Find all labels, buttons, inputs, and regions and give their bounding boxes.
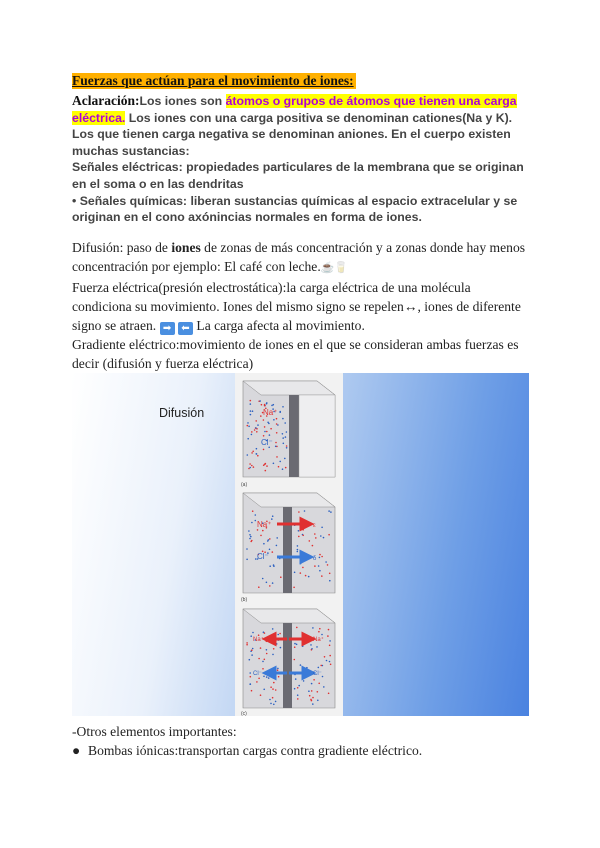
ion-dot (321, 575, 323, 577)
figure-panels (235, 373, 343, 716)
ion-dot (277, 634, 279, 636)
ion-dot (256, 431, 258, 433)
panel-b (241, 493, 335, 603)
ion-dot (318, 667, 320, 669)
ion-dot (268, 539, 270, 541)
ion-dot (250, 410, 252, 412)
definitions-block (72, 238, 532, 373)
ion-dot (308, 576, 310, 578)
ion-dot (282, 468, 284, 470)
ion-dot (276, 423, 278, 425)
bullet-dot: ● (72, 743, 81, 758)
ion-dot (306, 667, 308, 669)
ion-dot (262, 530, 264, 532)
aclaracion-highlight: átomos o grupos de átomos que tienen una carga eléctrica. (72, 94, 517, 125)
ion-dot (256, 448, 258, 450)
ion-dot (260, 694, 262, 696)
ion-dot (252, 648, 254, 650)
ion-dot (276, 456, 278, 458)
ion-dot (284, 458, 286, 460)
ion-dot (246, 548, 248, 550)
ion-dot (276, 432, 278, 434)
ion-dot (279, 461, 281, 463)
ion-dot (251, 434, 253, 436)
senales-electricas: Señales eléctricas: propiedades particulares de la membrana que se originan en el soma o en las dendritas (72, 160, 524, 191)
ion-dot (272, 582, 274, 584)
ion-dot (314, 533, 316, 535)
ion-dot (246, 644, 248, 646)
panel-b-tag: (b) (241, 597, 248, 603)
ion-dot (321, 527, 323, 529)
bombas-text: Bombas iónicas:transportan cargas contra gradiente eléctrico. (88, 743, 423, 758)
ion-dot (294, 572, 296, 574)
ion-dot (251, 649, 253, 651)
ion-dot (310, 644, 312, 646)
ion-dot (254, 429, 256, 431)
panel-c-na-arrow-label: Na⁺ (313, 637, 324, 643)
ion-dot (250, 676, 252, 678)
ion-dot (248, 426, 250, 428)
ion-dot (275, 701, 277, 703)
ion-dot (317, 700, 319, 702)
ion-dot (300, 572, 302, 574)
ion-dot (294, 646, 296, 648)
ion-dot (312, 627, 314, 629)
ion-dot (252, 632, 254, 634)
ion-dot (262, 661, 264, 663)
ion-dot (296, 627, 298, 629)
ion-dot (249, 538, 251, 540)
ion-dot (261, 404, 263, 406)
ion-dot (318, 631, 320, 633)
ion-dot (273, 648, 275, 650)
ion-dot (327, 635, 329, 637)
diffusion-figure (72, 373, 529, 716)
ion-dot (258, 634, 260, 636)
ion-dot (302, 645, 304, 647)
ion-dot (312, 703, 314, 705)
panel-a (241, 381, 335, 488)
arrow-left-icon: ⬅ (178, 322, 193, 335)
panel-b-na-arrow-label: ε (313, 523, 316, 529)
ion-dot (279, 633, 281, 635)
section-title: Fuerzas que actúan para el movimiento de iones: (72, 73, 354, 88)
panel-b-cl: Cl⁻ (257, 552, 269, 561)
panel-b-na: Na⁺ (257, 520, 272, 529)
ion-dot (273, 704, 275, 706)
ion-dot (305, 575, 307, 577)
ion-dot (293, 587, 295, 589)
ion-dot (278, 466, 280, 468)
ion-dot (312, 697, 314, 699)
ion-dot (260, 415, 262, 417)
ion-dot (294, 688, 296, 690)
ion-dot (277, 669, 279, 671)
ion-dot (263, 449, 265, 451)
ion-dot (252, 510, 254, 512)
ion-dot (319, 557, 321, 559)
aclaracion-text2: Los iones con una carga positiva se denominan cationes(Na y K). Los que tienen carga negativa se denominan aniones. En el cuerpo existen muchas sustancias: (72, 110, 513, 158)
arrow-right-icon: ➡ (160, 322, 175, 335)
figure-label: Difusión (159, 406, 205, 420)
ion-dot (264, 431, 266, 433)
ion-dot (264, 426, 266, 428)
ion-dot (258, 658, 260, 660)
ion-dot (329, 580, 331, 582)
ion-dot (314, 565, 316, 567)
ion-dot (311, 690, 313, 692)
ion-dot (279, 411, 281, 413)
ion-dot (275, 689, 277, 691)
ion-dot (255, 514, 257, 516)
ion-dot (297, 687, 299, 689)
panel-c (241, 609, 335, 716)
ion-dot (323, 686, 325, 688)
ion-dot (303, 680, 305, 682)
ion-dot (269, 699, 271, 701)
ion-dot (327, 564, 329, 566)
coffee-milk-icon: ☕🥛 (320, 262, 349, 274)
ion-dot (266, 403, 268, 405)
ion-dot (266, 649, 268, 651)
ion-dot (263, 689, 265, 691)
otros-block (72, 722, 532, 760)
panel-c-cl: Cl⁻ (253, 671, 262, 677)
ion-dot (251, 522, 253, 524)
ion-dot (247, 454, 249, 456)
gradiente-paragraph: Gradiente eléctrico:movimiento de iones en el que se consideran ambas fuerzas es decir (difusión y fuerza eléctrica) (72, 337, 519, 371)
ion-dot (329, 640, 331, 642)
ion-dot (269, 538, 271, 540)
ion-dot (286, 445, 288, 447)
ion-dot (249, 659, 251, 661)
ion-dot (323, 537, 325, 539)
ion-dot (272, 551, 274, 553)
ion-dot (257, 424, 259, 426)
ion-dot (263, 419, 265, 421)
ion-dot (247, 422, 249, 424)
ion-dot (277, 424, 279, 426)
difusion-bold: iones (171, 240, 201, 255)
ion-dot (250, 536, 252, 538)
ion-dot (256, 681, 258, 683)
ion-dot (275, 442, 277, 444)
ion-dot (266, 653, 268, 655)
otros-heading: -Otros elementos importantes: (72, 724, 237, 739)
ion-dot (263, 543, 265, 545)
ion-dot (308, 690, 310, 692)
bombas-bullet (72, 741, 532, 760)
ion-dot (263, 464, 265, 466)
ion-dot (300, 664, 302, 666)
ion-dot (320, 535, 322, 537)
ion-dot (330, 511, 332, 513)
ion-dot (262, 578, 264, 580)
aclaracion-paragraph (72, 93, 532, 159)
ion-dot (326, 660, 328, 662)
ion-dot (276, 643, 278, 645)
ion-dot (285, 436, 287, 438)
ion-dot (294, 659, 296, 661)
ion-dot (296, 644, 298, 646)
ion-dot (263, 631, 265, 633)
ion-dot (283, 443, 285, 445)
ion-dot (329, 661, 331, 663)
ion-dot (249, 467, 251, 469)
ion-dot (284, 422, 286, 424)
ion-dot (272, 628, 274, 630)
ion-dot (270, 703, 272, 705)
ion-dot (248, 530, 250, 532)
ion-dot (330, 664, 332, 666)
panel-c-cl-arrow-label: Cl⁻ (313, 671, 322, 677)
ion-dot (285, 467, 287, 469)
ion-dot (273, 419, 275, 421)
ion-dot (246, 559, 248, 561)
ion-dot (316, 646, 318, 648)
senales-quimicas: • Señales químicas: liberan sustancias químicas al espacio extracelular y se originan en el cono axónincias normales en forma de iones. (72, 193, 518, 225)
ion-dot (272, 697, 274, 699)
ion-dot (247, 425, 249, 427)
ion-dot (319, 570, 321, 572)
ion-dot (297, 698, 299, 700)
ion-dot (295, 678, 297, 680)
ion-dot (250, 683, 252, 685)
ion-dot (294, 643, 296, 645)
ion-dot (268, 677, 270, 679)
ion-dot (321, 634, 323, 636)
ion-dot (280, 576, 282, 578)
ion-dot (306, 642, 308, 644)
fuerza-text1: Fuerza eléctrica(presión electrostática):la carga eléctrica de una molécula condiciona su movimiento. Iones del mismo signo se repelen↔, iones de diferente signo se atraen. (72, 280, 521, 333)
ion-dot (298, 536, 300, 538)
ion-dot (309, 695, 311, 697)
ion-dot (251, 465, 253, 467)
ion-dot (273, 564, 275, 566)
ion-dot (298, 511, 300, 513)
ion-dot (252, 451, 254, 453)
ion-dot (267, 422, 269, 424)
ion-dot (318, 683, 320, 685)
ion-dot (251, 452, 253, 454)
ion-dot (269, 585, 271, 587)
ion-dot (276, 537, 278, 539)
ion-dot (256, 453, 258, 455)
ion-dot (319, 554, 321, 556)
ion-dot (269, 565, 271, 567)
ion-dot (324, 656, 326, 658)
ion-dot (280, 647, 282, 649)
ion-dot (264, 404, 266, 406)
ion-dot (329, 645, 331, 647)
panel-a-tag: (a) (241, 482, 248, 488)
ion-dot (328, 693, 330, 695)
ion-dot (282, 433, 284, 435)
ion-dot (297, 694, 299, 696)
ion-dot (298, 530, 300, 532)
ion-dot (300, 563, 302, 565)
ion-dot (272, 654, 274, 656)
ion-dot (271, 405, 273, 407)
difusion-post: de zonas de más concentración y a zonas donde hay menos concentración por ejemplo: El café con leche. (72, 240, 526, 274)
ion-dot (247, 438, 249, 440)
ion-dot (302, 529, 304, 531)
ion-dot (302, 567, 304, 569)
ion-dot (266, 641, 268, 643)
ion-dot (251, 690, 253, 692)
ion-dot (286, 447, 288, 449)
ion-dot (255, 520, 257, 522)
ion-dot (270, 686, 272, 688)
ion-dot (263, 676, 265, 678)
ion-dot (276, 545, 278, 547)
ion-dot (269, 434, 271, 436)
ion-dot (313, 679, 315, 681)
ion-dot (311, 648, 313, 650)
ion-dot (250, 635, 252, 637)
ion-dot (282, 418, 284, 420)
ion-dot (286, 431, 288, 433)
ion-dot (315, 537, 317, 539)
ion-dot (318, 565, 320, 567)
difusion-pre: Difusión: paso de (72, 240, 172, 255)
ion-dot (250, 400, 252, 402)
panel-c-na: Na⁺ (253, 637, 264, 643)
ion-dot (276, 418, 278, 420)
ion-dot (328, 534, 330, 536)
ion-dot (250, 403, 252, 405)
ion-dot (278, 676, 280, 678)
ion-dot (329, 573, 331, 575)
ion-dot (252, 410, 254, 412)
ion-dot (249, 672, 251, 674)
ion-dot (260, 535, 262, 537)
ion-dot (265, 470, 267, 472)
ion-dot (260, 647, 262, 649)
ion-dot (303, 675, 305, 677)
ion-dot (258, 586, 260, 588)
ion-dot (282, 437, 284, 439)
ion-dot (255, 420, 257, 422)
ion-dot (317, 691, 319, 693)
ion-dot (264, 659, 266, 661)
ion-dot (257, 455, 259, 457)
ion-dot (328, 510, 330, 512)
panel-a-na: Na⁺ (263, 408, 278, 417)
ion-dot (282, 406, 284, 408)
panel-c-tag: (c) (241, 711, 247, 716)
ion-dot (269, 549, 271, 551)
fuerza-electrica-paragraph (72, 278, 532, 335)
ion-dot (328, 629, 330, 631)
ion-dot (266, 465, 268, 467)
ion-dot (262, 668, 264, 670)
ion-dot (277, 668, 279, 670)
ion-dot (297, 545, 299, 547)
ion-dot (272, 688, 274, 690)
panel-b-cl-arrow-label: δ (313, 556, 317, 562)
ion-dot (309, 540, 311, 542)
ion-dot (275, 446, 277, 448)
ion-dot (310, 699, 312, 701)
ion-dot (302, 535, 304, 537)
ion-dot (266, 431, 268, 433)
ion-dot (249, 463, 251, 465)
aclaracion-block (72, 93, 532, 226)
ion-dot (255, 427, 257, 429)
ion-dot (325, 561, 327, 563)
ion-dot (297, 551, 299, 553)
panels-svg (235, 373, 343, 716)
aclaracion-lead: Aclaración: (72, 93, 140, 108)
ion-dot (304, 510, 306, 512)
ion-dot (297, 549, 299, 551)
ion-dot (272, 515, 274, 517)
ion-dot (321, 556, 323, 558)
ion-dot (273, 463, 275, 465)
ion-dot (320, 665, 322, 667)
ion-dot (259, 400, 261, 402)
aclaracion-text1: Los iones son (139, 94, 226, 108)
ion-dot (266, 676, 268, 678)
ion-dot (266, 582, 268, 584)
ion-dot (298, 685, 300, 687)
ion-dot (273, 682, 275, 684)
fuerza-text2: La carga afecta al movimiento. (193, 318, 365, 333)
ion-dot (253, 466, 255, 468)
ion-dot (319, 628, 321, 630)
ion-dot (312, 545, 314, 547)
ion-dot (246, 642, 248, 644)
ion-dot (311, 683, 313, 685)
ion-dot (251, 540, 253, 542)
ion-dot (322, 676, 324, 678)
ion-dot (249, 534, 251, 536)
ion-dot (329, 655, 331, 657)
ion-dot (258, 678, 260, 680)
difusion-paragraph (72, 238, 532, 278)
ion-dot (263, 435, 265, 437)
ion-dot (251, 654, 253, 656)
ion-dot (257, 529, 259, 531)
ion-dot (250, 414, 252, 416)
ion-dot (270, 428, 272, 430)
ion-dot (251, 431, 253, 433)
panel-a-cl: Cl⁻ (261, 438, 273, 447)
